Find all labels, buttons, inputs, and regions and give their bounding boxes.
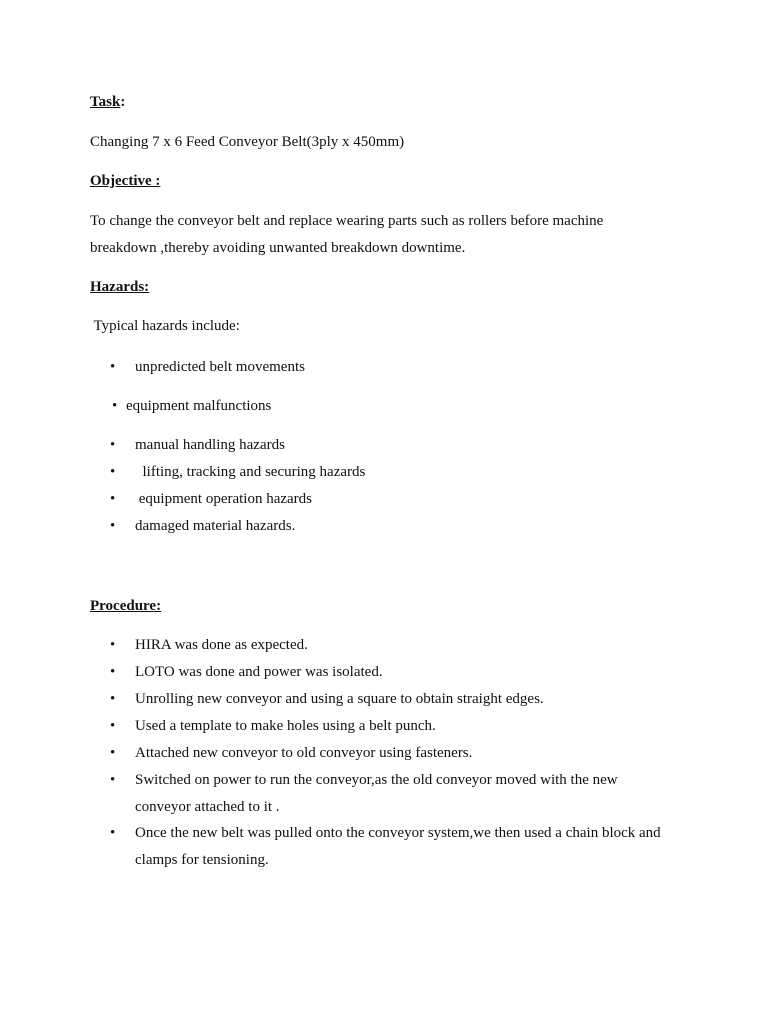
- bullet-icon: •: [110, 718, 116, 734]
- procedure-item: LOTO was done and power was isolated.: [135, 664, 383, 680]
- task-heading-label: Task: [90, 94, 121, 110]
- bullet-icon: •: [110, 691, 116, 707]
- hazard-item: lifting, tracking and securing hazards: [135, 464, 366, 480]
- hazard-item: equipment malfunctions: [126, 398, 272, 414]
- hazard-item: unpredicted belt movements: [135, 359, 305, 375]
- procedure-item: Unrolling new conveyor and using a square to obtain straight edges.: [135, 691, 544, 707]
- procedure-item: Used a template to make holes using a belt punch.: [135, 718, 436, 734]
- procedure-item: Attached new conveyor to old conveyor using fasteners.: [135, 745, 473, 761]
- bullet-icon: •: [110, 745, 116, 761]
- bullet-icon: •: [110, 491, 116, 507]
- procedure-item-continuation: clamps for tensioning.: [135, 852, 269, 868]
- bullet-icon: •: [110, 518, 116, 534]
- task-text: Changing 7 x 6 Feed Conveyor Belt(3ply x 450mm): [90, 134, 405, 150]
- bullet-icon: •: [110, 825, 116, 841]
- hazard-item: equipment operation hazards: [135, 491, 313, 507]
- bullet-icon: •: [110, 637, 116, 653]
- task-heading: [90, 92, 125, 112]
- procedure-item: HIRA was done as expected.: [135, 637, 308, 653]
- procedure-heading: Procedure:: [90, 598, 162, 614]
- objective-heading: Objective :: [90, 173, 161, 189]
- objective-line-2: breakdown ,thereby avoiding unwanted breakdown downtime.: [90, 240, 466, 256]
- procedure-item-continuation: conveyor attached to it .: [135, 799, 280, 815]
- hazards-heading: Hazards:: [90, 279, 150, 295]
- bullet-icon: •: [112, 398, 118, 414]
- procedure-item: Switched on power to run the conveyor,as the old conveyor moved with the new: [135, 772, 618, 788]
- procedure-item: Once the new belt was pulled onto the conveyor system,we then used a chain block and: [135, 825, 661, 841]
- hazard-item: damaged material hazards.: [135, 518, 296, 534]
- hazard-item: manual handling hazards: [135, 437, 285, 453]
- bullet-icon: •: [110, 464, 116, 480]
- bullet-icon: •: [110, 437, 116, 453]
- hazards-intro: Typical hazards include:: [90, 318, 240, 334]
- bullet-icon: •: [110, 664, 116, 680]
- task-heading-colon: :: [120, 94, 126, 110]
- bullet-icon: •: [110, 772, 116, 788]
- bullet-icon: •: [110, 359, 116, 375]
- objective-line-1: To change the conveyor belt and replace wearing parts such as rollers before machine: [90, 213, 604, 229]
